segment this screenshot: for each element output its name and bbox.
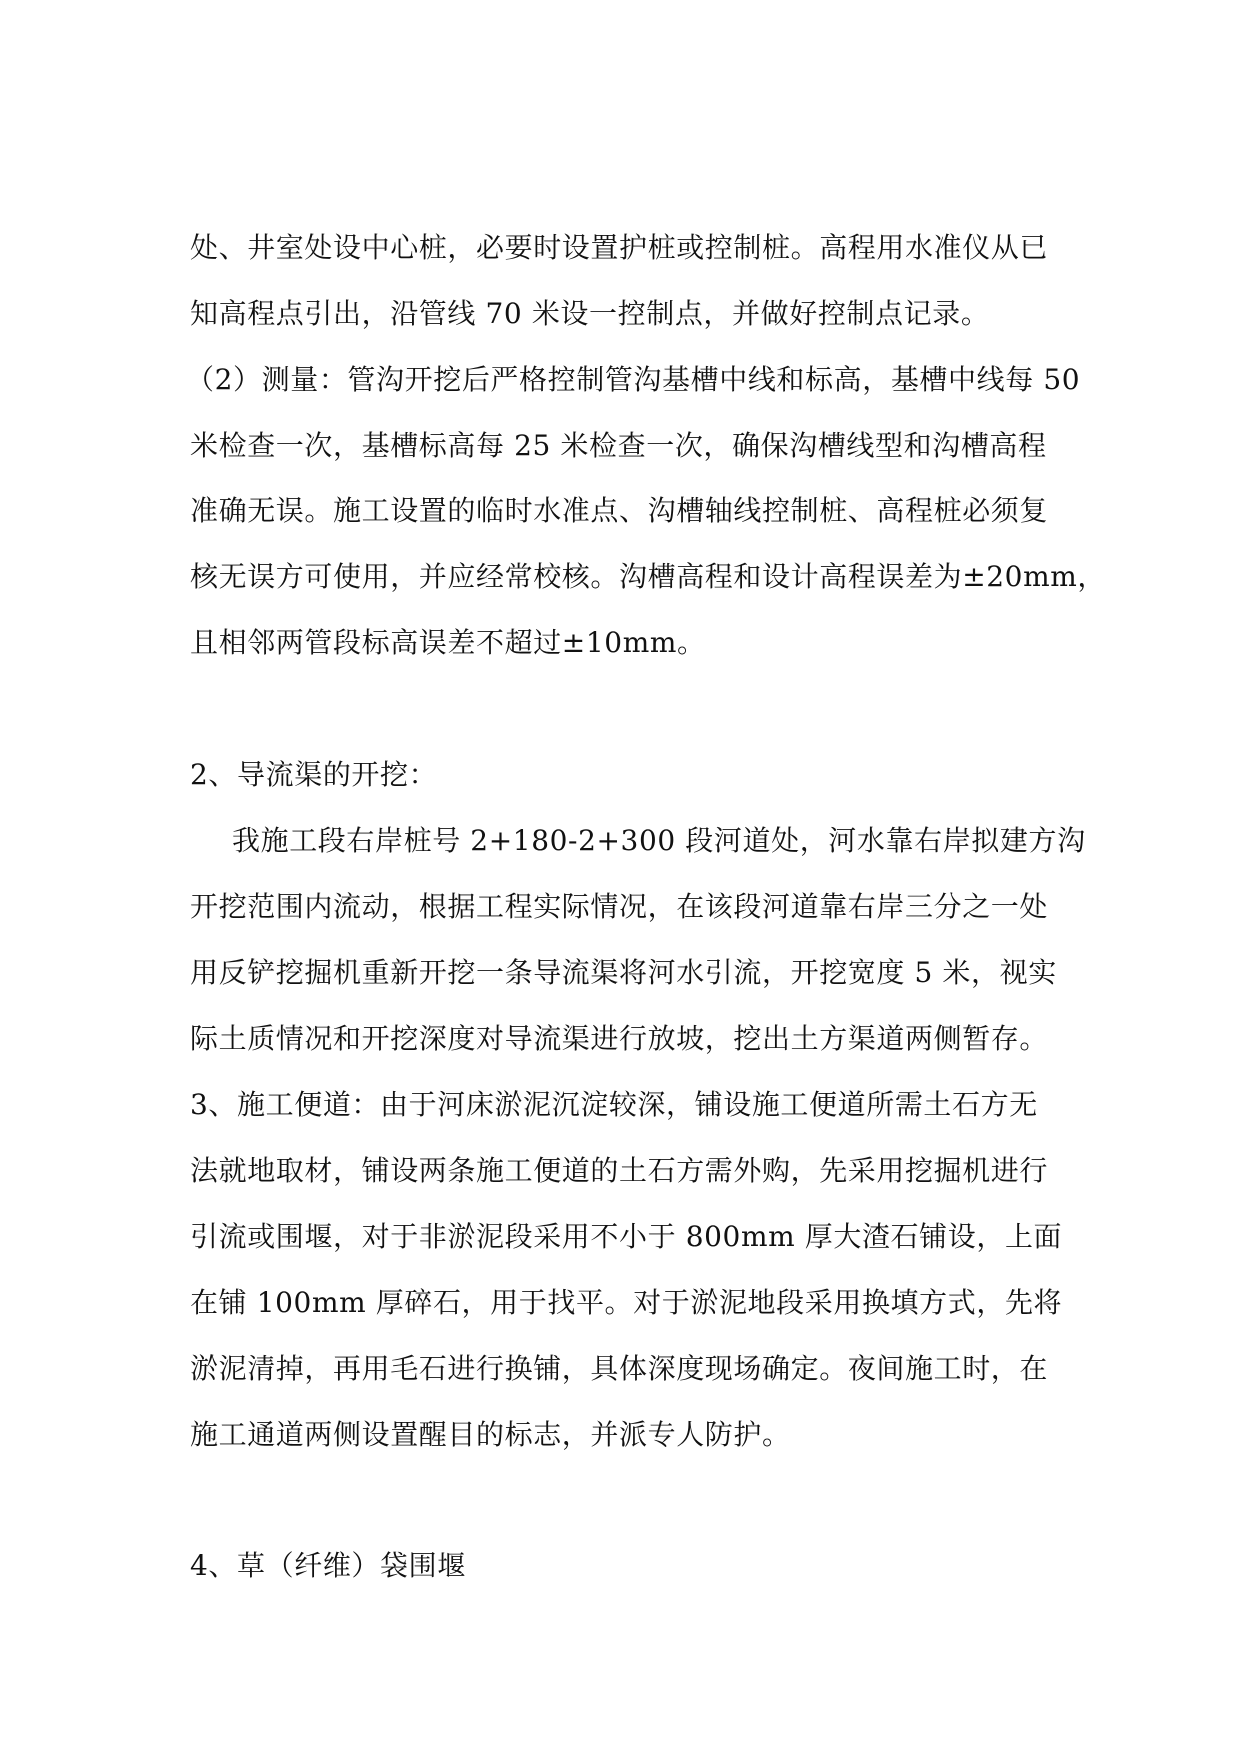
paragraph-line: 用反铲挖掘机重新开挖一条导流渠将河水引流，开挖宽度 5 米，视实 — [190, 956, 1057, 989]
paragraph-line: 准确无误。施工设置的临时水准点、沟槽轴线控制桩、高程桩必须复 — [190, 494, 1049, 527]
paragraph-line: 且相邻两管段标高误差不超过±10mm。 — [190, 626, 706, 659]
paragraph-line: 开挖范围内流动，根据工程实际情况，在该段河道靠右岸三分之一处 — [190, 890, 1049, 923]
paragraph-line: 施工通道两侧设置醒目的标志，并派专人防护。 — [190, 1418, 791, 1451]
paragraph-line: 际土质情况和开挖深度对导流渠进行放坡，挖出土方渠道两侧暂存。 — [190, 1022, 1049, 1055]
paragraph-line: 法就地取材，铺设两条施工便道的土石方需外购，先采用挖掘机进行 — [190, 1154, 1049, 1187]
paragraph-line: （2）测量：管沟开挖后严格控制管沟基槽中线和标高，基槽中线每 50 — [186, 363, 1081, 396]
paragraph-line: 淤泥清掉，再用毛石进行换铺，具体深度现场确定。夜间施工时，在 — [190, 1352, 1049, 1385]
paragraph-line: 米检查一次，基槽标高每 25 米检查一次，确保沟槽线型和沟槽高程 — [190, 429, 1047, 462]
paragraph-line: 引流或围堰，对于非淤泥段采用不小于 800mm 厚大渣石铺设，上面 — [190, 1220, 1063, 1253]
paragraph-line: 知高程点引出，沿管线 70 米设一控制点，并做好控制点记录。 — [190, 297, 990, 330]
paragraph-line: 在铺 100mm 厚碎石，用于找平。对于淤泥地段采用换填方式，先将 — [190, 1286, 1063, 1319]
section-heading: 2、导流渠的开挖： — [190, 758, 438, 791]
section-heading: 4、草（纤维）袋围堰 — [190, 1549, 466, 1582]
paragraph-line: 处、井室处设中心桩，必要时设置护桩或控制桩。高程用水准仪从已 — [190, 231, 1049, 264]
section-heading: 3、施工便道：由于河床淤泥沉淀较深，铺设施工便道所需土石方无 — [190, 1088, 1038, 1121]
paragraph-line: 我施工段右岸桩号 2+180-2+300 段河道处，河水靠右岸拟建方沟 — [232, 824, 1086, 857]
paragraph-line: 核无误方可使用，并应经常校核。沟槽高程和设计高程误差为±20mm， — [190, 560, 1106, 593]
